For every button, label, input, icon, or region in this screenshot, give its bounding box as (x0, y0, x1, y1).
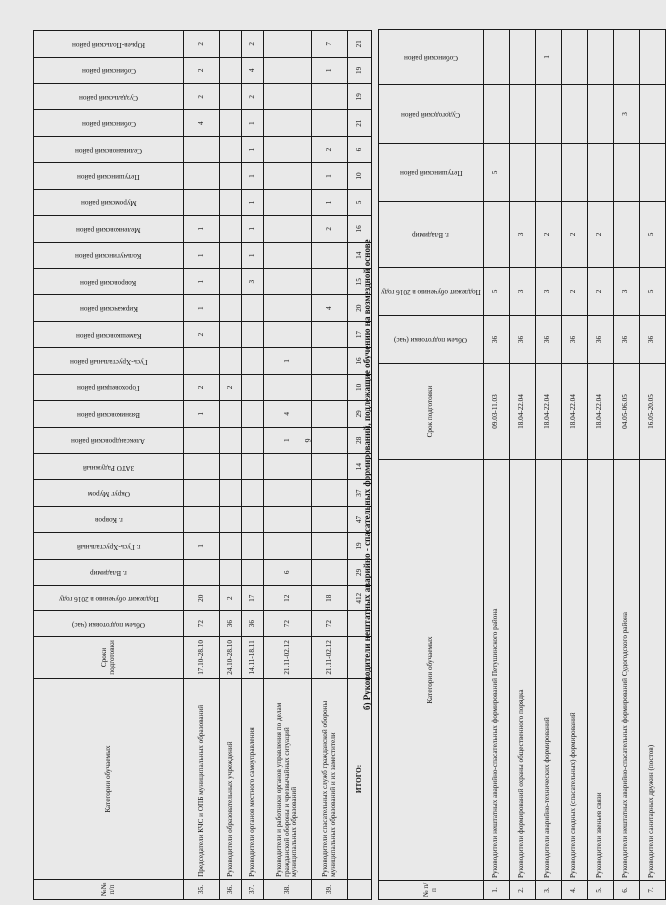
row-area-cell (220, 57, 242, 83)
row-total: 3 (613, 268, 639, 316)
header-area: Ковровский район (34, 269, 184, 295)
itogo-cell: 10 (348, 163, 372, 189)
t2-header-num: № п/п (379, 881, 484, 900)
row-total: 5 (639, 268, 665, 316)
row-area-cell (264, 57, 312, 83)
t2-header-area: Петушинский район (379, 144, 484, 202)
row-area-cell: 1 (264, 348, 312, 374)
header-area: г. Ковров (34, 506, 184, 532)
row-hours: 72 (184, 611, 220, 636)
header-area: Меленковский район (34, 216, 184, 242)
row-dates: 16.05-20.05 (639, 364, 665, 460)
itogo-cell: 19 (348, 57, 372, 83)
row-area-cell: 2 (312, 216, 348, 242)
t2-header-area: Собинский район (379, 30, 484, 85)
row-dates: 18.04-22.04 (561, 364, 587, 460)
header-area: Киржачский район (34, 295, 184, 321)
table-row (242, 31, 264, 900)
row-area-cell (220, 506, 242, 532)
row-area-cell (242, 559, 264, 585)
row-num: 6. (613, 881, 639, 900)
row-total: 2 (220, 586, 242, 611)
row-hours: 72 (312, 611, 348, 636)
itogo-cell: 17 (348, 321, 372, 347)
header-area: Гусь-Хрустальный район (34, 348, 184, 374)
table-row (639, 30, 665, 900)
t2-header-dates: Срок подготовки (379, 364, 484, 460)
row-dates: 18.04-22.04 (535, 364, 561, 460)
itogo-cell: 47 (348, 506, 372, 532)
row-area-cell (312, 348, 348, 374)
row-category: Руководители нештатных аварийно-спасательных формирований Петушинского района (483, 460, 509, 881)
row-area-cell (220, 136, 242, 162)
row-dates: 21.11-02.12 (264, 636, 312, 678)
row-hours: 36 (561, 316, 587, 364)
row-area-cell (242, 321, 264, 347)
row-area-cell (312, 269, 348, 295)
row-total: 2 (561, 268, 587, 316)
table-row (509, 30, 535, 900)
row-category: Руководители органов местного самоуправления (242, 679, 264, 880)
row-area-cell (312, 559, 348, 585)
itogo-cell: 14 (348, 453, 372, 479)
row-area-cell (184, 427, 220, 453)
row-area-cell (220, 533, 242, 559)
row-area-cell (242, 374, 264, 400)
row-area-cell (509, 144, 535, 202)
row-area-cell (220, 453, 242, 479)
row-area-cell (264, 84, 312, 110)
header-area: Собинский район (34, 57, 184, 83)
row-area-cell (242, 533, 264, 559)
row-area-cell (312, 427, 348, 453)
row-area-cell: 2 (184, 31, 220, 58)
row-num: 37. (242, 879, 264, 899)
row-num: 2. (509, 881, 535, 900)
row-area-cell (220, 31, 242, 58)
itogo-cell: 5 (348, 189, 372, 215)
row-area-cell (587, 30, 613, 85)
row-area-cell (242, 348, 264, 374)
header-area: Суздальский район (34, 84, 184, 110)
row-area-cell: 4 (312, 295, 348, 321)
row-area-cell (639, 144, 665, 202)
row-area-cell (264, 295, 312, 321)
row-total: 2 (587, 268, 613, 316)
row-area-cell (264, 506, 312, 532)
row-area-cell (483, 202, 509, 268)
itogo-cell: 29 (348, 559, 372, 585)
row-area-cell (264, 163, 312, 189)
row-category: Руководители формирований охраны общественного порядка (509, 460, 535, 881)
row-area-cell (264, 110, 312, 136)
row-area-cell: 2 (184, 57, 220, 83)
row-area-cell (264, 533, 312, 559)
row-area-cell (613, 202, 639, 268)
row-area-cell (242, 453, 264, 479)
table-row (483, 30, 509, 900)
row-total: 17 (242, 586, 264, 611)
row-area-cell: 1 (184, 401, 220, 427)
header-area: Округ Муром (34, 480, 184, 506)
row-hours: 36 (220, 611, 242, 636)
row-num: 35. (184, 879, 220, 899)
row-hours: 36 (587, 316, 613, 364)
row-area-cell: 1 (242, 136, 264, 162)
row-area-cell (220, 427, 242, 453)
row-area-cell (220, 295, 242, 321)
row-area-cell (509, 85, 535, 144)
t2-header-area: г. Владимир (379, 202, 484, 268)
row-area-cell (220, 110, 242, 136)
row-area-cell: 1 (312, 57, 348, 83)
header-area: Петушинский район (34, 163, 184, 189)
row-area-cell: 1 (184, 242, 220, 268)
row-area-cell (312, 84, 348, 110)
header-area: Вязниковский район (34, 401, 184, 427)
itogo-cell: 14 (348, 242, 372, 268)
row-dates: 18.04-22.04 (587, 364, 613, 460)
header-area: Собинский район (34, 110, 184, 136)
header-area: ЗАТО Радужный (34, 453, 184, 479)
row-area-cell (220, 480, 242, 506)
row-area-cell (535, 144, 561, 202)
row-area-cell (184, 189, 220, 215)
row-area-cell (312, 242, 348, 268)
row-area-cell: 2 (184, 321, 220, 347)
itogo-label: ИТОГО: (348, 679, 372, 880)
row-area-cell (312, 401, 348, 427)
itogo-cell: 19 (348, 533, 372, 559)
header-area: г. Гусь-Хрустальный (34, 533, 184, 559)
row-area-cell: 1 (535, 30, 561, 85)
row-area-cell (587, 144, 613, 202)
row-area-cell (242, 480, 264, 506)
row-num: 36. (220, 879, 242, 899)
row-area-cell (312, 533, 348, 559)
row-area-cell: 2 (184, 374, 220, 400)
itogo-total: 412 (348, 586, 372, 611)
row-area-cell: 1 (242, 189, 264, 215)
row-area-cell (483, 85, 509, 144)
row-area-cell (264, 269, 312, 295)
row-hours: 72 (264, 611, 312, 636)
row-area-cell (184, 453, 220, 479)
row-area-cell (312, 480, 348, 506)
header-num: №№ п/п (34, 879, 184, 899)
row-area-cell (220, 163, 242, 189)
row-category: Руководители звеньев связи (587, 460, 613, 881)
row-area-cell (220, 269, 242, 295)
header-area: Камешковский район (34, 321, 184, 347)
row-category: Руководители и работники органов управления по делам гражданской обороны и чрезвычайных ситуаций муниципальных образований (264, 679, 312, 880)
row-category: Руководители нештатных аварийно-спасательных формирований Судогодского района (613, 460, 639, 881)
row-area-cell: 1 (312, 163, 348, 189)
row-area-cell: 1 (184, 269, 220, 295)
row-num: 1. (483, 881, 509, 900)
row-area-cell: 1 (242, 163, 264, 189)
row-hours: 36 (509, 316, 535, 364)
row-area-cell (264, 453, 312, 479)
itogo-cell: 21 (348, 110, 372, 136)
row-area-cell (220, 401, 242, 427)
row-area-cell (242, 295, 264, 321)
t2-header-hours: Объем подготовки (час) (379, 316, 484, 364)
row-area-cell: 6 (264, 559, 312, 585)
row-category: Руководители санитарных дружин (постов) (639, 460, 665, 881)
row-area-cell (264, 242, 312, 268)
row-dates: 21.11-02.12 (312, 636, 348, 678)
row-hours: 36 (613, 316, 639, 364)
row-area-cell: 1 (184, 295, 220, 321)
section-heading: б) Руководители нештатных аварийно - спасательных формирований, подлежащие обучению на возмездной основе (362, 239, 372, 710)
row-area-cell: 2 (184, 84, 220, 110)
itogo-cell: 21 (348, 31, 372, 58)
table-row (587, 30, 613, 900)
row-area-cell (535, 85, 561, 144)
row-area-cell (220, 216, 242, 242)
row-area-cell (312, 453, 348, 479)
table-row (264, 31, 312, 900)
row-area-cell (242, 401, 264, 427)
row-dates: 04.05-06.05 (613, 364, 639, 460)
row-area-cell (312, 374, 348, 400)
row-area-cell (220, 242, 242, 268)
row-area-cell: 2 (312, 136, 348, 162)
row-area-cell (220, 348, 242, 374)
row-num: 5. (587, 881, 613, 900)
itogo-cell: 6 (348, 136, 372, 162)
row-area-cell: 1 (242, 242, 264, 268)
row-area-cell (483, 30, 509, 85)
row-area-cell (509, 30, 535, 85)
table-row (613, 30, 639, 900)
header-area: Юрьев-Польский район (34, 31, 184, 58)
header-area: Селивановский район (34, 136, 184, 162)
row-category: Руководители спасательных служб гражданской обороны муниципальных образований и их заместители (312, 679, 348, 880)
row-area-cell (587, 85, 613, 144)
row-num: 3. (535, 881, 561, 900)
row-area-cell (561, 30, 587, 85)
row-dates: 14.11-18.11 (242, 636, 264, 678)
row-area-cell (613, 30, 639, 85)
row-hours: 36 (242, 611, 264, 636)
row-area-cell (561, 85, 587, 144)
row-area-cell (220, 84, 242, 110)
table-1-body (184, 31, 348, 900)
row-area-cell: 3 (242, 269, 264, 295)
itogo-cell: 19 (348, 84, 372, 110)
row-area-cell (184, 163, 220, 189)
table-row (561, 30, 587, 900)
row-area-cell: 7 (312, 31, 348, 58)
row-dates: 17.10-28.10 (184, 636, 220, 678)
row-area-cell: 4 (264, 401, 312, 427)
table-header-row (34, 31, 184, 900)
itogo-cell: 28 (348, 427, 372, 453)
row-area-cell: 2 (242, 31, 264, 58)
row-area-cell (639, 30, 665, 85)
table-row (184, 31, 220, 900)
row-total: 3 (509, 268, 535, 316)
itogo-cell: 37 (348, 480, 372, 506)
t2-header-area: Судогодский район (379, 85, 484, 144)
header-dates: Сроки подготовки (34, 636, 184, 678)
row-hours: 36 (535, 316, 561, 364)
row-area-cell (264, 374, 312, 400)
header-total: Подлежит обучению в 2016 году (34, 586, 184, 611)
row-area-cell (312, 506, 348, 532)
row-area-cell (264, 216, 312, 242)
header-category: Категории обучаемых (34, 679, 184, 880)
row-area-cell (613, 144, 639, 202)
header-area: Кольчугинский район (34, 242, 184, 268)
page-number: 9 (303, 438, 313, 443)
row-area-cell: 2 (561, 202, 587, 268)
row-area-cell (220, 321, 242, 347)
row-area-cell: 3 (613, 85, 639, 144)
row-area-cell: 1 (242, 216, 264, 242)
row-area-cell (264, 480, 312, 506)
row-category: Председатели КЧС и ОПБ муниципальных образований (184, 679, 220, 880)
row-area-cell: 2 (220, 374, 242, 400)
table-2-body (483, 30, 665, 900)
itogo-cell: 20 (348, 295, 372, 321)
row-area-cell: 1 (242, 110, 264, 136)
row-area-cell (184, 348, 220, 374)
header-area: г. Владимир (34, 559, 184, 585)
row-area-cell (264, 31, 312, 58)
row-category: Руководители образовательных учреждений (220, 679, 242, 880)
row-area-cell: 1 (312, 189, 348, 215)
t2-header-category: Категории обучаемых (379, 460, 484, 881)
row-area-cell (312, 110, 348, 136)
row-area-cell (184, 480, 220, 506)
row-category: Руководители аварийно-технических формирований (535, 460, 561, 881)
row-dates: 24.10-28.10 (220, 636, 242, 678)
row-area-cell: 1 (264, 427, 312, 453)
row-area-cell (242, 427, 264, 453)
row-area-cell: 2 (535, 202, 561, 268)
row-num: 39. (312, 879, 348, 899)
row-total: 3 (535, 268, 561, 316)
row-area-cell (561, 144, 587, 202)
row-dates: 18.04-22.04 (509, 364, 535, 460)
itogo-cell: 10 (348, 374, 372, 400)
row-num: 4. (561, 881, 587, 900)
row-num: 7. (639, 881, 665, 900)
table-1 (33, 30, 372, 900)
row-area-cell (184, 559, 220, 585)
row-area-cell: 5 (483, 144, 509, 202)
itogo-cell: 16 (348, 216, 372, 242)
row-area-cell (184, 136, 220, 162)
table-row (535, 30, 561, 900)
row-total: 5 (483, 268, 509, 316)
row-area-cell: 3 (509, 202, 535, 268)
row-total: 20 (184, 586, 220, 611)
row-category: Руководители сводных (спасательных) формирований (561, 460, 587, 881)
itogo-cell: 16 (348, 348, 372, 374)
row-total: 12 (264, 586, 312, 611)
row-dates: 09.03-11.03 (483, 364, 509, 460)
header-area: Александровский район (34, 427, 184, 453)
row-area-cell: 1 (184, 216, 220, 242)
row-area-cell (264, 321, 312, 347)
table-row (312, 31, 348, 900)
row-hours: 36 (483, 316, 509, 364)
row-area-cell: 2 (242, 84, 264, 110)
row-hours: 36 (639, 316, 665, 364)
table-row (220, 31, 242, 900)
row-area-cell: 1 (184, 533, 220, 559)
row-num: 38. (264, 879, 312, 899)
row-area-cell: 5 (639, 202, 665, 268)
row-area-cell (220, 189, 242, 215)
row-total: 18 (312, 586, 348, 611)
row-area-cell (312, 321, 348, 347)
row-area-cell (264, 136, 312, 162)
row-area-cell (184, 506, 220, 532)
itogo-cell: 15 (348, 269, 372, 295)
t2-header-total: Подлежит обучению в 2016 году (379, 268, 484, 316)
row-area-cell (639, 85, 665, 144)
row-area-cell (242, 506, 264, 532)
header-area: Муромский район (34, 189, 184, 215)
row-area-cell (220, 559, 242, 585)
itogo-cell: 29 (348, 401, 372, 427)
row-area-cell: 4 (184, 110, 220, 136)
table-2-header-row (379, 30, 484, 900)
row-area-cell: 2 (587, 202, 613, 268)
row-area-cell: 4 (242, 57, 264, 83)
row-area-cell (264, 189, 312, 215)
table-2 (378, 29, 666, 900)
header-hours: Объем подготовки (час) (34, 611, 184, 636)
header-area: Гороховецкий район (34, 374, 184, 400)
